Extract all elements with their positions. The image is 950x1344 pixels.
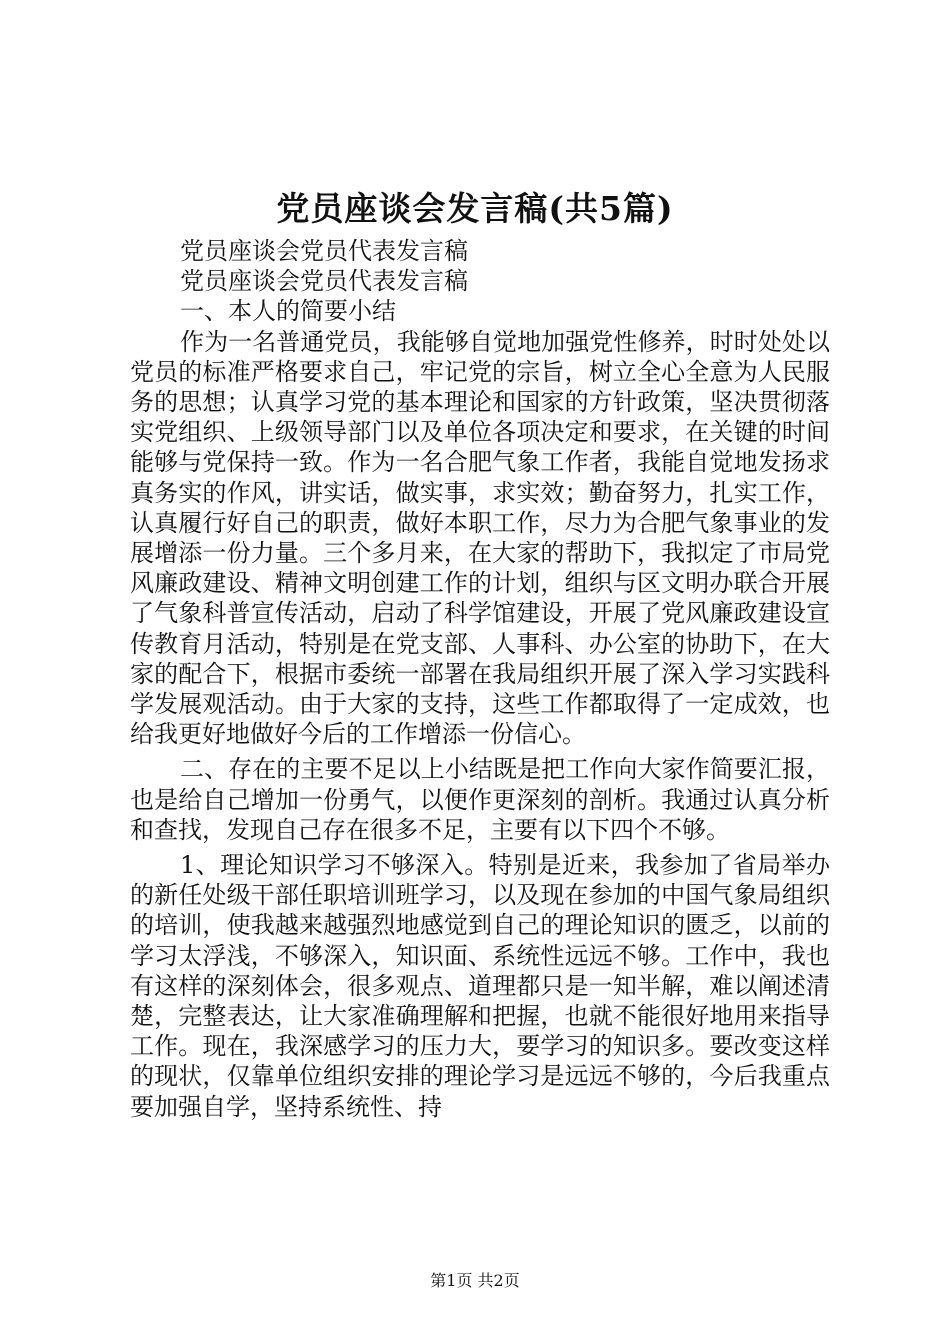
- section-heading-summary: 一、本人的简要小结: [180, 297, 396, 326]
- document-body: [130, 236, 830, 1122]
- paragraph-theory-study: 1、理论知识学习不够深入。特别是近来，我参加了省局举办的新任处级干部任职培训班学习，以及现在参加的中国气象局组织的培训，使我越来越强烈地感觉到自己的理论知识的匮乏，以前的学习太浮浅，不够深入，知识面、系统性远远不够。工作中，我也有这样的深刻体会，很多观点、道理都只是一知半解，难以阐述清楚，完整表达，让大家准确理解和把握，也就不能很好地用来指导工作。现在，我深感学习的压力大，要学习的知识多。要改变这样的现状，仅靠单位组织安排的理论学习是远远不够的，今后我重点要加强自学，坚持系统性、持: [130, 851, 830, 1121]
- document-title: 党员座谈会发言稿(共5篇): [276, 189, 674, 228]
- paragraph-summary: 作为一名普通党员，我能够自觉地加强党性修养，时时处处以党员的标准严格要求自己，牢记党的宗旨，树立全心全意为人民服务的思想；认真学习党的基本理论和国家的方针政策，坚决贯彻落实党组织、上级领导部门以及单位各项决定和要求，在关键的时间能够与党保持一致。作为一名合肥气象工作者，我能自觉地发扬求真务实的作风，讲实话，做实事，求实效；勤奋努力，扎实工作，认真履行好自己的职责，做好本职工作，尽力为合肥气象事业的发展增添一份力量。三个多月来，在大家的帮助下，我拟定了市局党风廉政建设、精神文明创建工作的计划，组织与区文明办联合开展了气象科普宣传活动，启动了科学馆建设，开展了党风廉政建设宣传教育月活动，特别是在党支部、人事科、办公室的协助下，在大家的配合下，根据市委统一部署在我局组织开展了深入学习实践科学发展观活动。由于大家的支持，这些工作都取得了一定成效，也给我更好地做好今后的工作增添一份信心。: [130, 327, 830, 749]
- paragraph-subtitle-1: 党员座谈会党员代表发言稿: [180, 237, 468, 265]
- paragraph-subtitle-2: 党员座谈会党员代表发言稿: [180, 267, 468, 296]
- page-footer: 第1页 共2页: [430, 1271, 520, 1290]
- paragraph-shortcomings: 二、存在的主要不足以上小结既是把工作向大家作简要汇报，也是给自己增加一份勇气，以便作更深刻的剖析。我通过认真分析和查找，发现自己存在很多不足，主要有以下四个不够。: [130, 755, 830, 844]
